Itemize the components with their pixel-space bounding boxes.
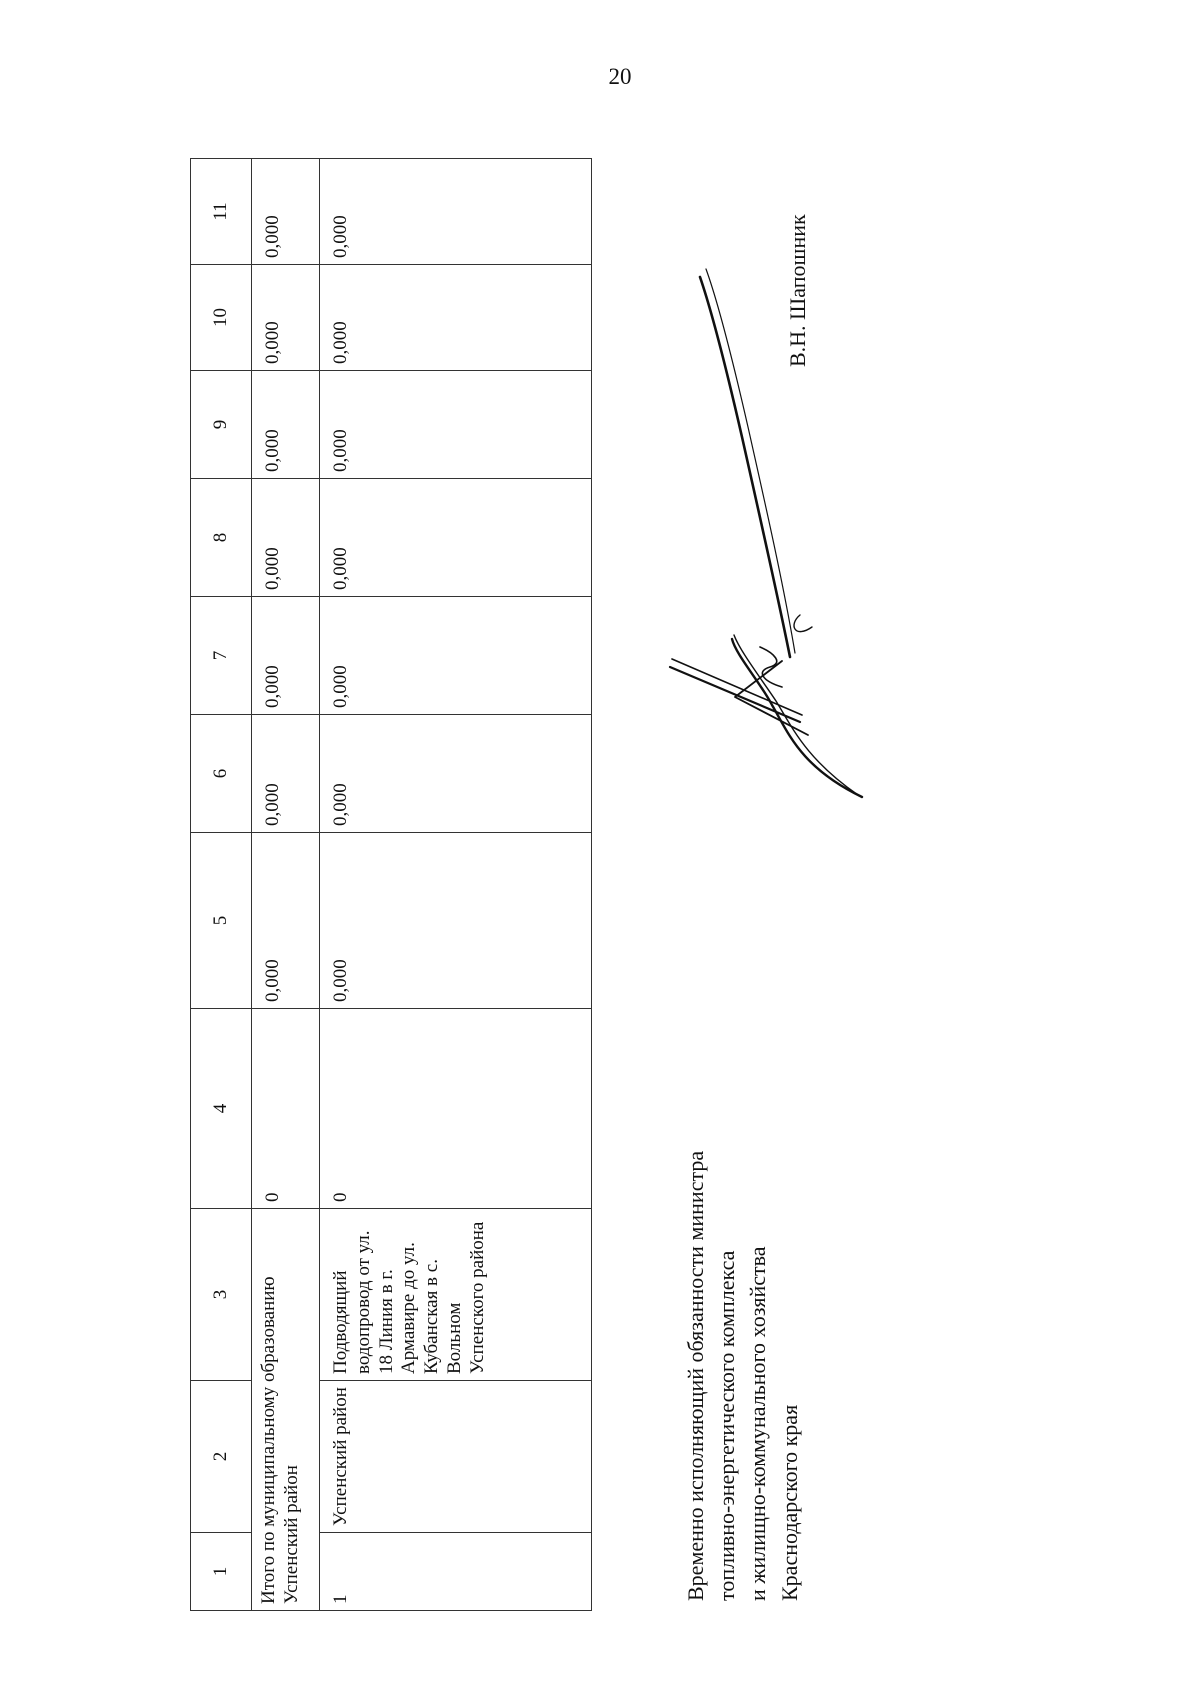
row-value: 0,000	[320, 833, 592, 1009]
total-value: 0,000	[252, 371, 320, 479]
row-value: 0,000	[320, 597, 592, 715]
page-number: 20	[608, 64, 632, 89]
handwritten-signature	[0, 67, 1200, 1697]
header-cell: 8	[191, 479, 252, 597]
total-value: 0,000	[252, 479, 320, 597]
signature-title-line: Временно исполняющий обязанности министра	[683, 1150, 708, 1601]
total-value: 0,000	[252, 833, 320, 1009]
total-label: Итого по муниципальному образованию Успенский район	[252, 1209, 320, 1611]
row-value: 0,000	[320, 265, 592, 371]
header-cell: 3	[191, 1209, 252, 1381]
row-value: 0	[320, 1009, 592, 1209]
row-value: 0,000	[320, 371, 592, 479]
header-cell: 4	[191, 1009, 252, 1209]
header-cell: 2	[191, 1381, 252, 1533]
header-cell: 5	[191, 833, 252, 1009]
rotated-content	[0, 67, 1200, 1697]
header-cell: 9	[191, 371, 252, 479]
district-cell: Успенский район	[320, 1381, 592, 1533]
object-cell: Подводящий водопровод от ул. 18 Линия в г. Армавире до ул. Кубанская в с. Вольном Успенского района	[320, 1209, 592, 1381]
row-number: 1	[320, 1533, 592, 1611]
header-cell: 7	[191, 597, 252, 715]
header-cell: 6	[191, 715, 252, 833]
header-cell: 1	[191, 1533, 252, 1611]
row-value: 0,000	[320, 715, 592, 833]
row-value: 0,000	[320, 479, 592, 597]
total-value: 0	[252, 1009, 320, 1209]
header-cell: 11	[191, 159, 252, 265]
signature-title-line: топливно-энергетического комплекса	[714, 1250, 740, 1601]
total-value: 0,000	[252, 715, 320, 833]
total-value: 0,000	[252, 265, 320, 371]
row-value: 0,000	[320, 159, 592, 265]
total-value: 0,000	[252, 159, 320, 265]
header-cell: 10	[191, 265, 252, 371]
signature-title-line: и жилищно-коммунального хозяйства	[745, 1246, 771, 1601]
total-value: 0,000	[252, 597, 320, 715]
signature-title-line: Краснодарского края	[776, 1404, 802, 1601]
signer-name: В.Н. Шапошник	[785, 214, 810, 367]
